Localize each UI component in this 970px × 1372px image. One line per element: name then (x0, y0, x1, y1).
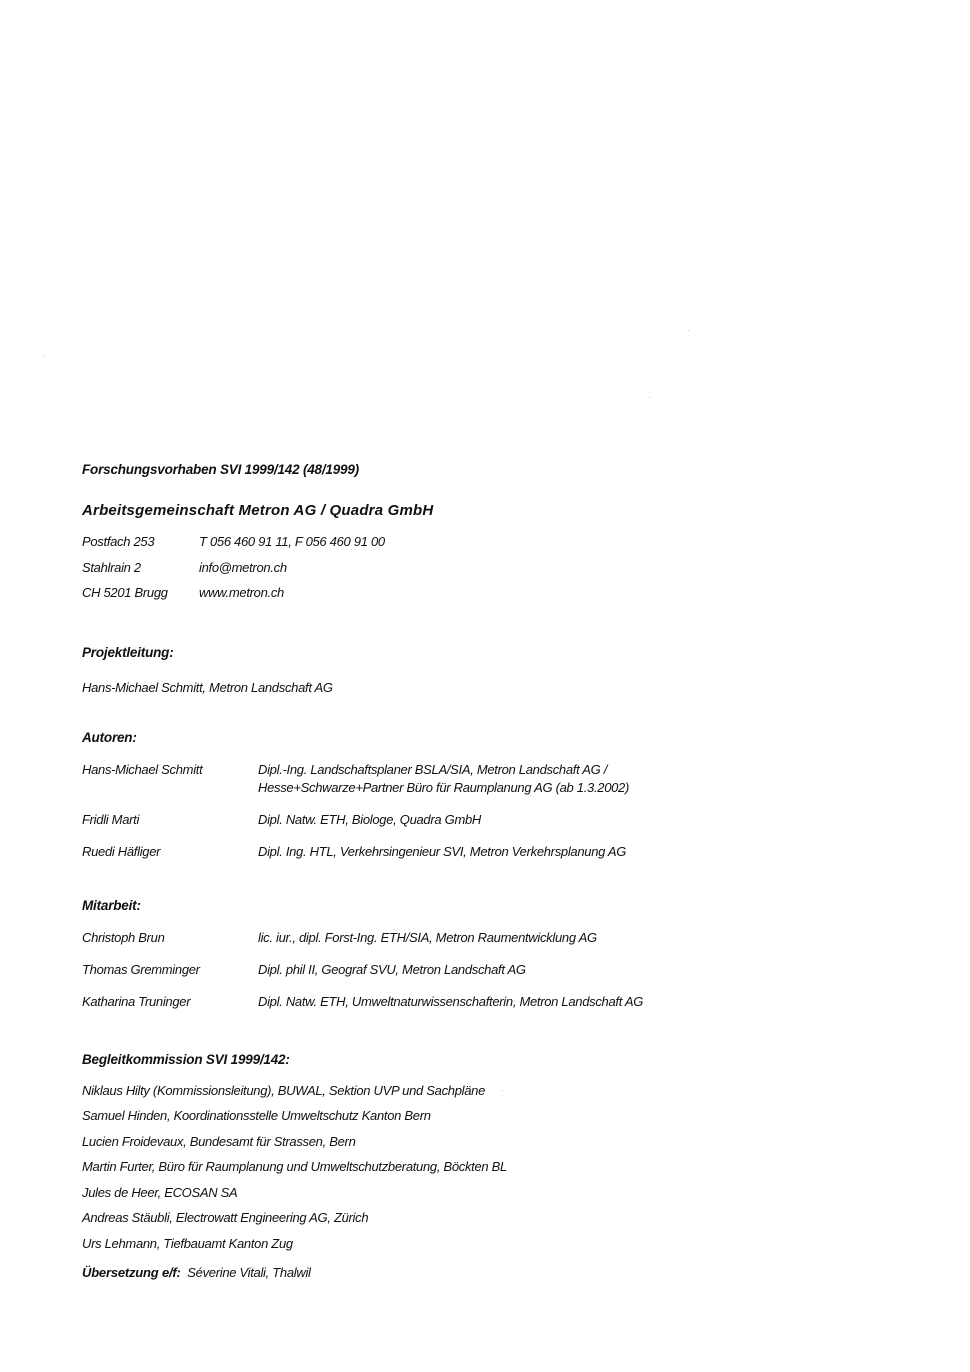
translation-line (82, 1265, 311, 1280)
contributor-role: Dipl. phil II, Geograf SVU, Metron Landschaft AG (258, 962, 526, 977)
commission-member: Lucien Froidevaux, Bundesamt für Strassen, Bern (82, 1134, 356, 1149)
commission-member: Jules de Heer, ECOSAN SA (82, 1185, 238, 1200)
author-role: Dipl. Ing. HTL, Verkehrsingenieur SVI, Metron Verkehrsplanung AG (258, 844, 627, 859)
begleitkommission-heading: Begleitkommission SVI 1999/142: (82, 1052, 290, 1067)
commission-member: Urs Lehmann, Tiefbauamt Kanton Zug (82, 1236, 293, 1251)
scan-speck (44, 356, 45, 357)
projektleitung-heading: Projektleitung: (82, 645, 174, 660)
author-role: Dipl.-Ing. Landschaftsplaner BSLA/SIA, Metron Landschaft AG / (258, 762, 608, 777)
author-role-continued: Hesse+Schwarze+Partner Büro für Raumplanung AG (ab 1.3.2002) (258, 780, 630, 795)
commission-member: Niklaus Hilty (Kommissionsleitung), BUWAL, Sektion UVP und Sachpläne (82, 1083, 486, 1098)
mitarbeit-heading: Mitarbeit: (82, 898, 141, 913)
address-website: www.metron.ch (199, 585, 284, 600)
commission-member: Samuel Hinden, Koordinationsstelle Umweltschutz Kanton Bern (82, 1108, 431, 1123)
scan-speck (688, 330, 689, 331)
address-phone-fax: T 056 460 91 11, F 056 460 91 00 (199, 534, 385, 549)
address-street: Stahlrain 2 (82, 560, 141, 575)
contributor-name: Thomas Gremminger (82, 962, 200, 977)
scan-speck (649, 397, 650, 398)
translation-value: Séverine Vitali, Thalwil (187, 1265, 311, 1280)
author-name: Ruedi Häfliger (82, 844, 161, 859)
contributor-role: lic. iur., dipl. Forst-Ing. ETH/SIA, Metron Raumentwicklung AG (258, 930, 597, 945)
autoren-heading: Autoren: (82, 730, 137, 745)
address-email: info@metron.ch (199, 560, 287, 575)
commission-member: Andreas Stäubli, Electrowatt Engineering AG, Zürich (82, 1210, 369, 1225)
scan-speck (502, 1090, 503, 1091)
address-city: CH 5201 Brugg (82, 585, 168, 600)
project-title: Forschungsvorhaben SVI 1999/142 (48/1999) (82, 462, 359, 477)
firm-name: Arbeitsgemeinschaft Metron AG / Quadra GmbH (82, 502, 434, 519)
author-name: Hans-Michael Schmitt (82, 762, 203, 777)
contributor-name: Christoph Brun (82, 930, 165, 945)
author-role: Dipl. Natw. ETH, Biologe, Quadra GmbH (258, 812, 481, 827)
translation-label: Übersetzung e/f: (82, 1265, 181, 1280)
projektleitung-person: Hans-Michael Schmitt, Metron Landschaft AG (82, 680, 333, 695)
author-name: Fridli Marti (82, 812, 140, 827)
address-postfach: Postfach 253 (82, 534, 155, 549)
commission-member: Martin Furter, Büro für Raumplanung und Umweltschutzberatung, Böckten BL (82, 1159, 507, 1174)
contributor-role: Dipl. Natw. ETH, Umweltnaturwissenschafterin, Metron Landschaft AG (258, 994, 644, 1009)
contributor-name: Katharina Truninger (82, 994, 191, 1009)
